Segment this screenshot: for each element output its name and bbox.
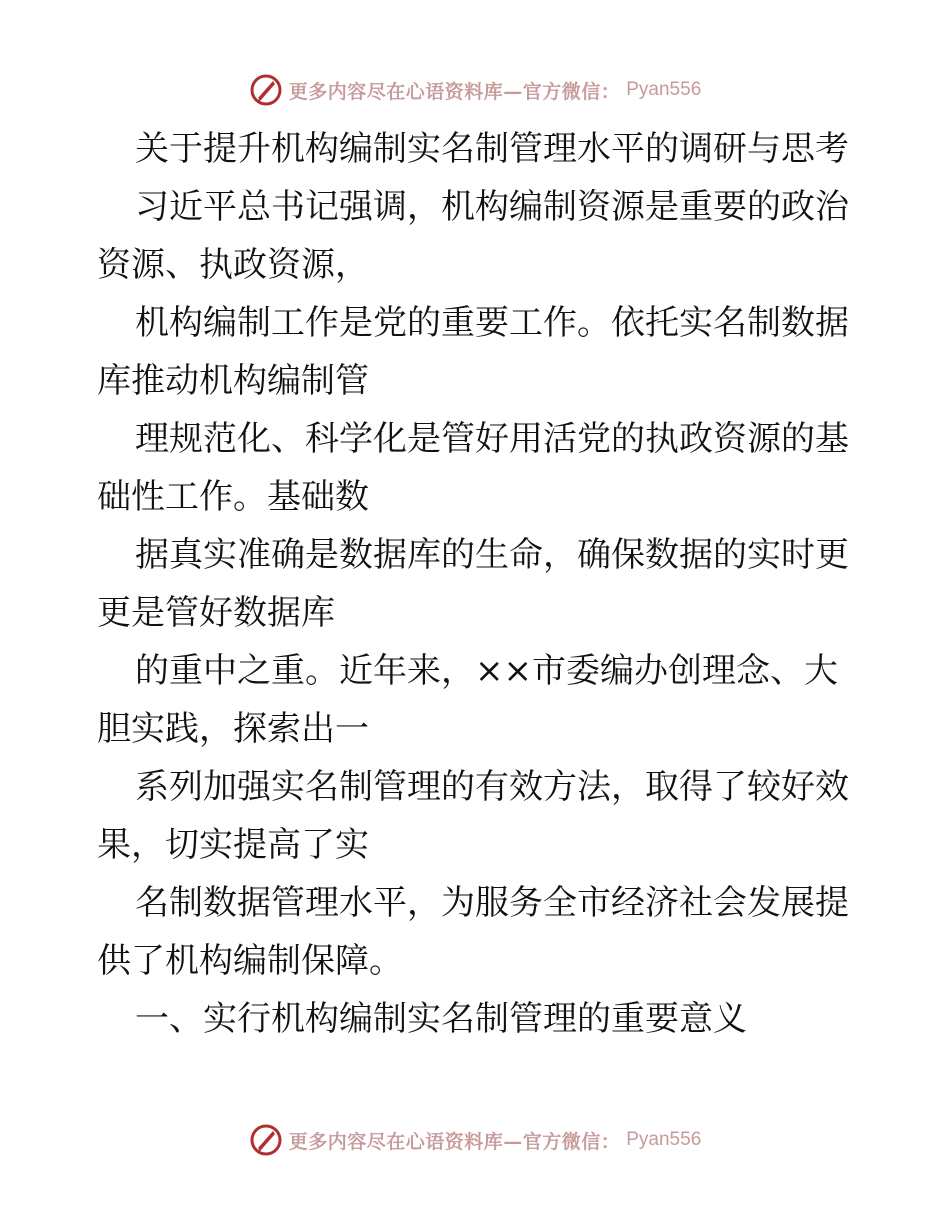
paragraph-7: 名制数据管理水平，为服务全市经济社会发展提供了机构编制保障。 <box>97 883 849 981</box>
paragraph-1: 习近平总书记强调，机构编制资源是重要的政治资源、执政资源， <box>97 187 849 285</box>
watermark-wechat-id: Pyan556 <box>626 79 702 100</box>
paragraph-5: 的重中之重。近年来，××市委编办创理念、大胆实践，探索出一 <box>97 651 838 749</box>
paragraph-2: 机构编制工作是党的重要工作。依托实名制数据库推动机构编制管 <box>97 303 849 401</box>
watermark-wechat-id: Pyan556 <box>626 1129 702 1150</box>
paragraph-3: 理规范化、科学化是管好用活党的执政资源的基础性工作。基础数 <box>97 419 849 517</box>
paragraph-6: 系列加强实名制管理的有效方法，取得了较好效果，切实提高了实 <box>97 767 849 865</box>
document-body <box>97 120 857 1048</box>
quill-logo-icon <box>249 73 283 107</box>
footer-watermark <box>0 1122 950 1158</box>
paragraph-4: 据真实准确是数据库的生命，确保数据的实时更更是管好数据库 <box>97 535 849 633</box>
watermark-text: 更多内容尽在心语资料库—官方微信： <box>288 80 621 103</box>
section-heading-1: 一、实行机构编制实名制管理的重要意义 <box>135 999 747 1039</box>
quill-logo-icon <box>249 1123 283 1157</box>
document-title: 关于提升机构编制实名制管理水平的调研与思考 <box>135 129 849 169</box>
watermark-text: 更多内容尽在心语资料库—官方微信： <box>288 1130 621 1153</box>
header-watermark <box>0 72 950 108</box>
